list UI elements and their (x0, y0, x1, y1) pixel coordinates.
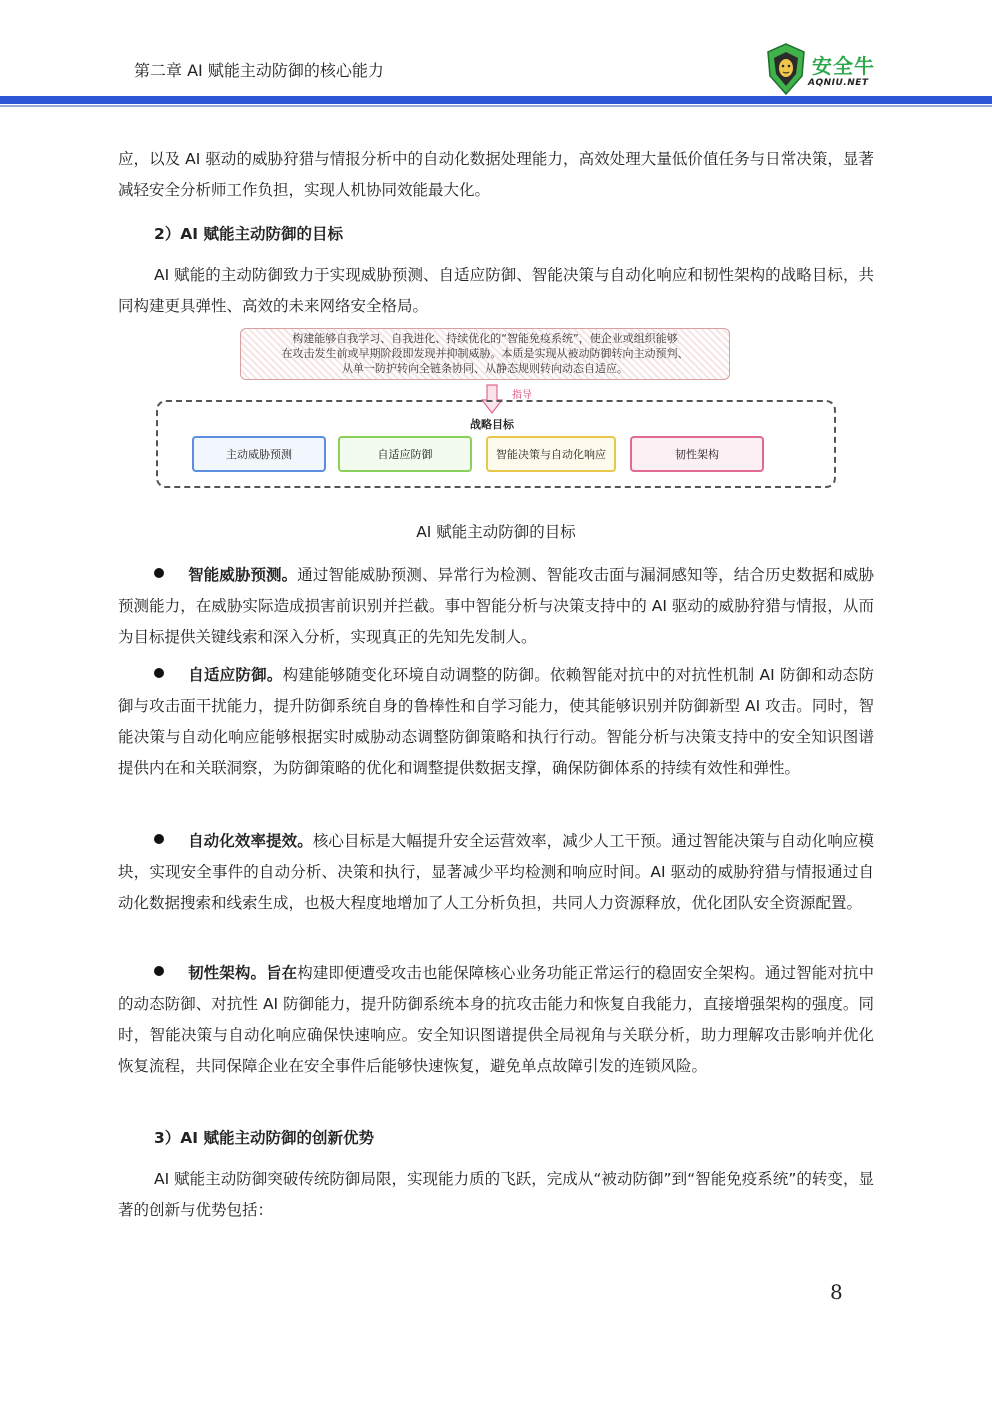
intro-paragraph: 应，以及 AI 驱动的威胁狩猎与情报分析中的自动化数据处理能力，高效处理大量低价值任务与日常决策，显著减轻安全分析师工作负担，实现人机协同效能最大化。 (118, 150, 874, 199)
chapter-title: 第二章 AI 赋能主动防御的核心能力 (134, 61, 384, 80)
section2-paragraph: AI 赋能的主动防御致力于实现威胁预测、自适应防御、智能决策与自动化响应和韧性架构的战略目标，共同构建更具弹性、高效的未来网络安全格局。 (118, 266, 874, 315)
goal-adaptive-defense: 自适应防御 (338, 436, 472, 472)
summary-line-1: 构建能够自我学习、自我进化、持续优化的“智能免疫系统”，使企业或组织能够 (292, 332, 678, 345)
bullet-title: 智能威胁预测。 (188, 566, 298, 584)
figure-caption: AI 赋能主动防御的目标 (416, 523, 576, 541)
summary-line-2: 在攻击发生前或早期阶段即发现并抑制威胁。本质是实现从被动防御转向主动预判、 (281, 347, 689, 360)
bullet-text: 构建即便遭受攻击也能保障核心业务功能正常运行的稳固安全架构。通过智能对抗中的动态防御、对抗性 AI 防御能力，提升防御系统本身的抗攻击能力和恢复自我能力，直接增强架构的强度。同时，智能决策与自动化响应确保快速响应。安全知识图谱提供全局视角与关联分析，助力理解攻击影响并优化恢复流程，共同保障企业在安全事件后能够快速恢复，避免单点故障引发的连锁风险。 (118, 964, 874, 1075)
section3-heading: 3）AI 赋能主动防御的创新优势 (154, 1129, 374, 1147)
logo (764, 40, 894, 96)
bullet-item (118, 958, 874, 1082)
header-rule-thin (0, 105, 992, 107)
bullet-item (118, 826, 874, 919)
bullet-title: 自适应防御。 (188, 666, 283, 684)
bullet-icon (154, 668, 164, 678)
bullet-text: 通过智能威胁预测、异常行为检测、智能攻击面与漏洞感知等，结合历史数据和威胁预测能力，在威胁实际造成损害前识别并拦截。事中智能分析与决策支持中的 AI 驱动的威胁狩猎与情报，从而为目标提供关键线索和深入分析，实现真正的先知先发制人。 (118, 566, 874, 646)
section3-paragraph: AI 赋能主动防御突破传统防御局限，实现能力质的飞跃，完成从“被动防御”到“智能免疫系统”的转变，显著的创新与优势包括： (118, 1170, 874, 1219)
diagram-summary-box (240, 328, 730, 380)
bullet-text: 构建能够随变化环境自动调整的防御。依赖智能对抗中的对抗性机制 AI 防御和动态防御与攻击面干扰能力，提升防御系统自身的鲁棒性和自学习能力，使其能够识别并防御新型 AI 攻击。同时，智能决策与自动化响应能够根据实时威胁动态调整防御策略和执行行动。智能分析与决策支持中的安全知识图谱提供内在和关联洞察，为防御策略的优化和调整提供数据支撑，确保防御体系的持续有效性和弹性。 (118, 666, 874, 777)
bullet-item (118, 660, 874, 784)
bullet-icon (154, 568, 164, 578)
logo-name: 安全牛 (812, 54, 875, 78)
goal-resilient-architecture: 韧性架构 (630, 436, 764, 472)
section2-heading: 2）AI 赋能主动防御的目标 (154, 225, 343, 243)
lion-shield-icon (764, 42, 808, 96)
bullet-icon (154, 834, 164, 844)
header-rule (0, 96, 992, 104)
bullet-icon (154, 966, 164, 976)
goal-threat-prediction: 主动威胁预测 (192, 436, 326, 472)
guide-label: 指导 (512, 390, 532, 401)
bullet-title: 韧性架构。旨在 (188, 964, 298, 982)
summary-line-3: 从单一防护转向全链条协同、从静态规则转向动态自适应。 (342, 362, 628, 375)
strategic-goals-title: 战略目标 (470, 418, 514, 431)
bullet-item (118, 560, 874, 653)
logo-domain: AQNIU.NET (808, 78, 869, 88)
bullet-text: 核心目标是大幅提升安全运营效率，减少人工干预。通过智能决策与自动化响应模块，实现安全事件的自动分析、决策和执行，显著减少平均检测和响应时间。AI 驱动的威胁狩猎与情报通过自动化数据搜索和线索生成，也极大程度地增加了人工分析负担，共同人力资源释放，优化团队安全资源配置。 (118, 832, 874, 912)
page-number: 8 (830, 1280, 843, 1304)
goals-diagram (152, 322, 842, 494)
bullet-title: 自动化效率提效。 (188, 832, 313, 850)
goal-intelligent-decision: 智能决策与自动化响应 (486, 436, 616, 472)
